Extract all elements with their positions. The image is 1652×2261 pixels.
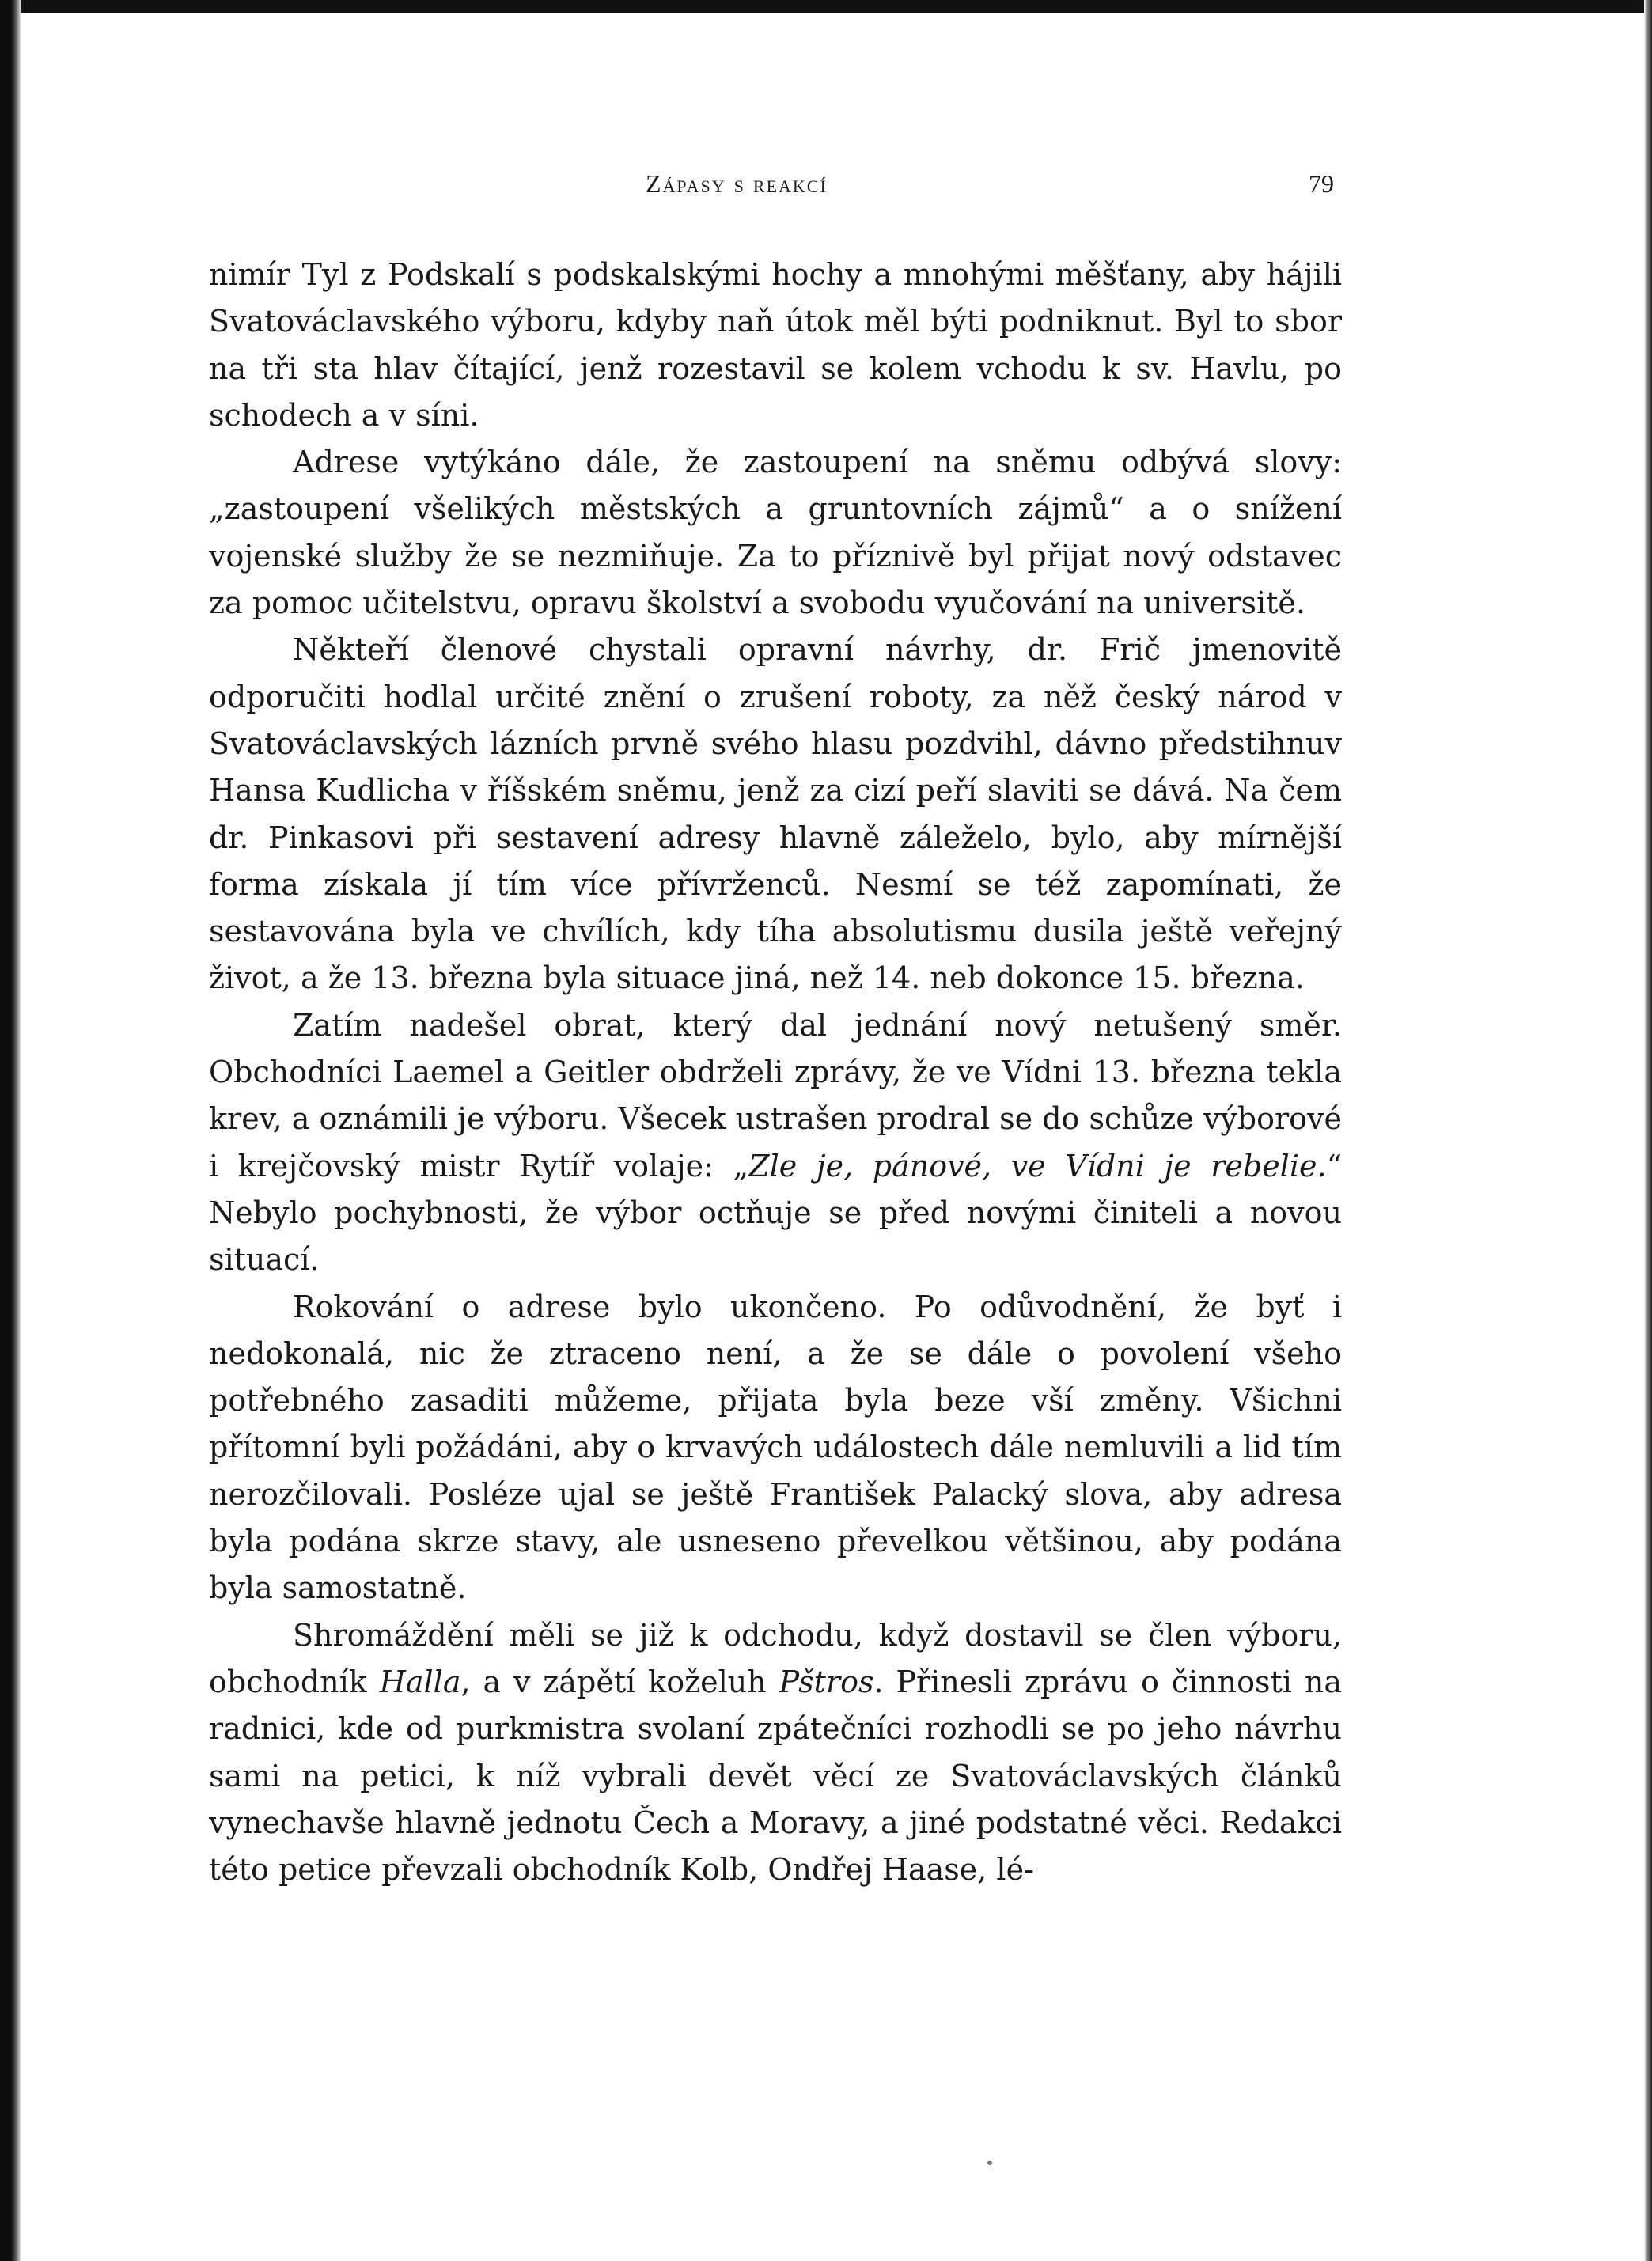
person-name-halla: Halla bbox=[379, 1664, 461, 1699]
paragraph-4 bbox=[209, 1002, 1342, 1284]
page-number: 79 bbox=[1309, 169, 1334, 198]
paragraph-6 bbox=[209, 1612, 1342, 1894]
running-head: Zápasy s reakcí bbox=[646, 169, 828, 198]
scan-binding-edge bbox=[0, 0, 21, 2261]
paragraph-5: Rokování o adrese bylo ukončeno. Po odůvodnění, že byť i nedokonalá, nic že ztraceno není, a že se dále o povolení všeho potřebného zasaditi můžeme, přijata byla beze vší změny. Všichni přítomní byli požádáni, aby o krvavých událostech dále nemluvili a lid tím nerozčilovali. Posléze ujal se ještě František Palacký slova, aby adresa byla podána skrze stavy, ale usneseno převelkou většinou, aby podána byla samostatně. bbox=[209, 1289, 1342, 1606]
paragraph-2: Adrese vytýkáno dále, že zastoupení na sněmu odbývá slovy: „zastoupení všelikých městských a gruntovních zájmů“ a o snížení vojenské služby že se nezmiňuje. Za to příznivě byl přijat nový odstavec za pomoc učitelstvu, opravu školství a svobodu vyučování na universitě. bbox=[209, 445, 1342, 621]
person-name-pstros: Pštros bbox=[779, 1664, 874, 1699]
scan-top-edge bbox=[0, 0, 1652, 13]
paragraph-6-text-b: , a v zápětí koželuh bbox=[460, 1664, 779, 1699]
paragraph-4-text-b: “ Nebylo pochybnosti, že výbor octňuje se před novými činiteli a novou situací. bbox=[209, 1148, 1342, 1278]
paragraph-4-text-a: Zatím nadešel obrat, který dal jednání nový netušený směr. Obchodníci Laemel a Geitler obdrželi zprávy, že ve Vídni 13. března tekla krev, a oznámili je výboru. Všecek ustrašen prodral se do schůze výborové i krejčovský mistr Rytíř volaje: „ bbox=[209, 1007, 1342, 1184]
paragraph-3: Někteří členové chystali opravní návrhy, dr. Frič jmenovitě odporučiti hodlal určité znění o zrušení roboty, za něž český národ v Svatováclavských lázních prvně svého hlasu pozdvihl, dávno předstihnuv Hansa Kudlicha v říšském sněmu, jenž za cizí peří slaviti se dává. Na čem dr. Pinkasovi při sestavení adresy hlavně záleželo, bylo, aby mírnější forma získala jí tím více přívrženců. Nesmí se též zapomínati, že sestavována byla ve chvílích, kdy tíha absolutismu dusila ještě veřejný život, a že 13. března byla situace jiná, než 14. neb dokonce 15. března. bbox=[209, 632, 1342, 996]
quoted-exclamation: Zle je, pánové, ve Vídni je rebelie. bbox=[748, 1148, 1327, 1184]
scan-right-edge bbox=[1644, 0, 1652, 2261]
paragraph-6-text-c: . Přinesli zprávu o činnosti na radnici, kde od purkmistra svolaní zpátečníci rozhodli se po jeho návrhu sami na petici, k níž vybrali devět věcí ze Svatováclavských článků vynechavše hlavně jednotu Čech a Moravy, a jiné podstatné věci. Redakci této petice převzali obchodník Kolb, Ondřej Haase, lé- bbox=[209, 1664, 1342, 1888]
paragraph-1: nimír Tyl z Podskalí s podskalskými hochy a mnohými měšťany, aby hájili Svatováclavského výboru, kdyby naň útok měl býti podniknut. Byl to sbor na tři sta hlav čítající, jenž rozestavil se kolem vchodu k sv. Havlu, po schodech a v síni. bbox=[209, 257, 1342, 433]
paragraph-6-text-a: Shromáždění měli se již k odchodu, když dostavil se člen výboru, obchodník bbox=[209, 1617, 1342, 1699]
scan-speck bbox=[987, 2161, 992, 2165]
body-text bbox=[209, 252, 1342, 1893]
